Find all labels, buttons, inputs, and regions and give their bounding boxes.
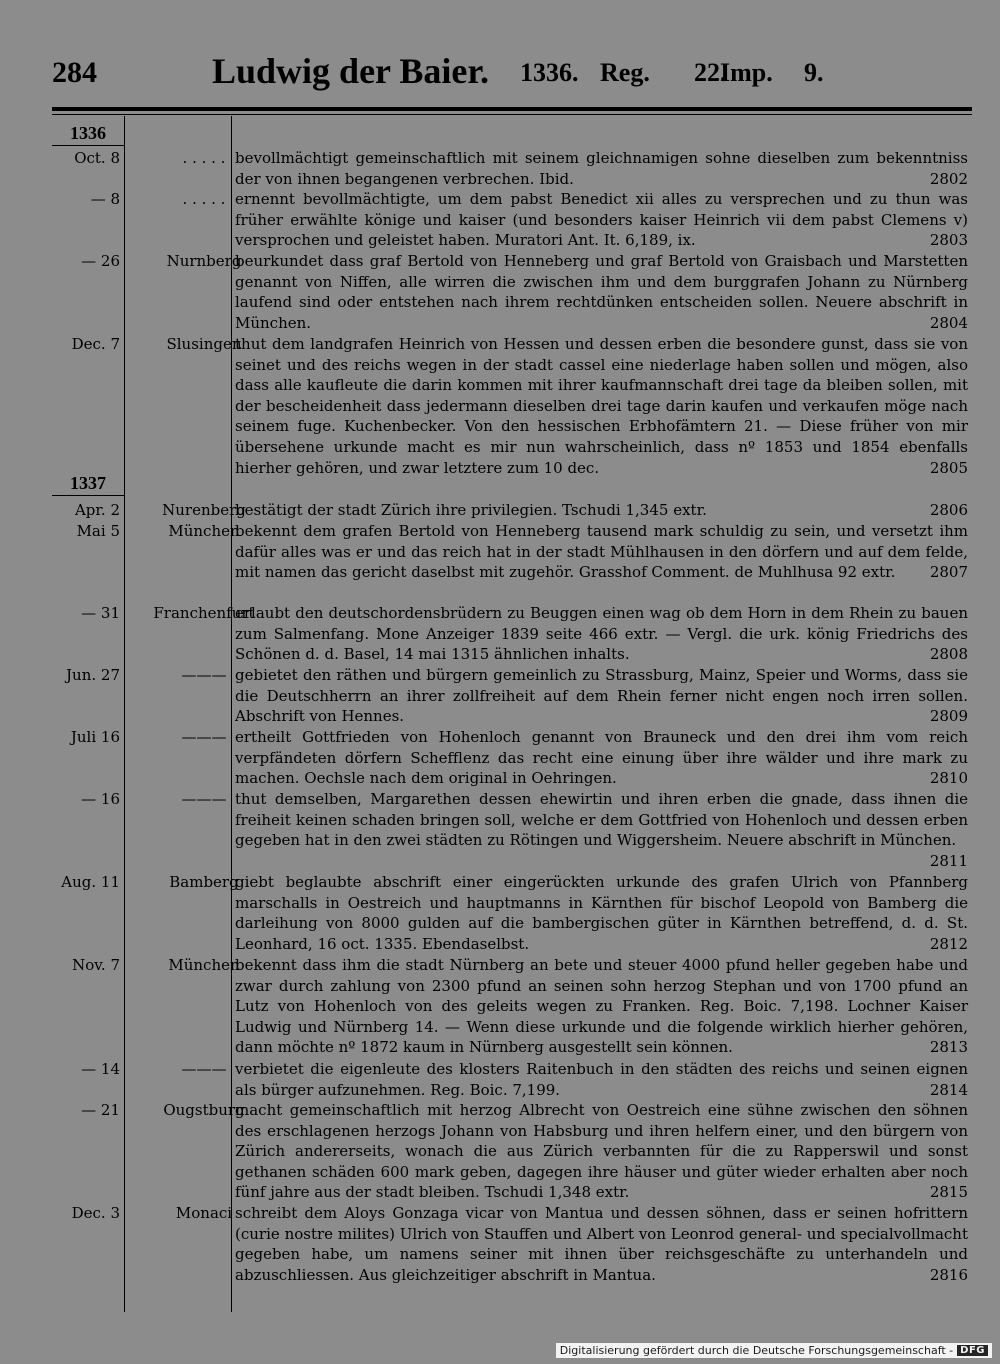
entry-text [235,872,968,954]
entry-body: bekennt dass ihm die stadt Nürnberg an bete und steuer 4000 pfund heller gegeben habe und zwar durch zahlung von 2300 pfund an seinen sohn herzog Stephan und von 1700 pfund an Lutz von Hohenloch von des geleits wegen zu Franken. Reg. Boic. 7,198. Lochner Kaiser Ludwig und Nürnberg 14. — Wenn diese urkunde und die folgende wirklich hierher gehören, dann möchte nº 1872 kaum in Nürnberg ausgestellt sein können. [235,956,968,1057]
page-title: Ludwig der Baier. [212,51,490,91]
entry-number: 2809 [929,707,968,726]
entry-date: — 31 [81,604,120,622]
entry-text [235,1100,968,1203]
entry-number: 2815 [929,1183,968,1202]
entry-place: ——— [181,1060,227,1078]
entry-place: ——— [181,666,227,684]
header-reg-label: Reg. [600,58,650,87]
header-reg-number: 22. [694,58,727,87]
entry-date: — 16 [81,790,120,808]
entry-text [235,665,968,727]
footer-text: Digitalisierung gefördert durch die Deutsche Forschungsgemeinschaft - [559,1344,954,1357]
entry-number: 2803 [929,231,968,250]
entry-number: 2810 [929,769,968,788]
entry-body: thut dem landgrafen Heinrich von Hessen und dessen erben die besondere gunst, dass sie von seinet und des reichs wegen in der stadt cassel eine niederlage haben sollen und mögen, also dass alle kaufleute die darin kommen mit ihrer kaufmannschaft drei tage da bleiben sollen, mit der bescheidenheit dass jedermann dieselben drei tage darin kaufen und verkaufen möge nach seinem fuge. Kuchenbecker. Von den hessischen Erbhofämtern 21. — Diese früher von mir übersehene urkunde macht es mir nun wahrscheinlich, dass nº 1853 und 1854 ebenfalls hierher gehören, und zwar letztere zum 10 dec. [235,335,968,477]
entry-date: Dec. 3 [71,1204,120,1222]
entry-text [235,148,968,189]
entry-date: Jun. 27 [66,666,120,684]
entry-body: gebietet den räthen und bürgern gemeinlich zu Strassburg, Mainz, Speier und Worms, dass sie die Deutschherrn an ihrer zollfreiheit auf dem Rhein ferner nicht engen noch irren sollen. Abschrift von Hennes. [235,666,968,726]
entry-number: 2807 [929,563,968,582]
entry-place: Franchenfurt [153,604,255,622]
entry-date: Juli 16 [70,728,120,746]
entry-date: Mai 5 [76,522,120,540]
entry-text [235,251,968,333]
entry-number: 2806 [929,501,968,519]
entry-date: Apr. 2 [74,501,120,519]
entry-number: 2813 [929,1038,968,1057]
header-rule [52,107,972,111]
entry-place: Ougstburg [163,1101,245,1119]
entry-number: 2802 [929,169,968,188]
column-divider-date [124,116,125,1312]
entry-text [235,500,968,521]
digitization-footer [556,1343,992,1358]
entry-text [235,1059,968,1100]
entry-date: — 21 [81,1101,120,1119]
entry-text [235,1203,968,1285]
header-imp-label: Imp. [720,58,773,87]
entry-number: 2805 [929,458,968,477]
entry-body: verbietet die eigenleute des klosters Raitenbuch in den städten des reichs und seinen eignen als bürger aufzunehmen. Reg. Boic. 7,199. [235,1060,968,1099]
entry-body: giebt beglaubte abschrift einer eingerückten urkunde des grafen Ulrich von Pfannberg marschalls in Oestreich und hauptmanns in Kärnthen für bischof Leopold von Bamberg die darleihung von 8000 gulden auf die bambergischen güter in Kärnthen betreffend, d. d. St. Leonhard, 16 oct. 1335. Ebendaselbst. [235,873,968,953]
header-imp-number: 9. [804,58,824,87]
entry-body: erlaubt den deutschordensbrüdern zu Beuggen einen wag ob dem Horn in dem Rhein zu bauen zum Salmenfang. Mone Anzeiger 1839 seite 466 extr. — Vergl. die urk. könig Friedrichs des Schönen d. d. Basel, 14 mai 1315 ähnlichen inhalts. [235,604,968,664]
entry-date: Nov. 7 [72,956,120,974]
entry-number: 2812 [929,934,968,953]
entry-date: Aug. 11 [61,873,120,891]
entry-place: . . . . . [182,149,226,167]
entry-text [235,603,968,665]
entry-date: Dec. 7 [71,335,120,353]
entry-text [235,521,968,583]
entry-place: Nurenberg [162,501,246,519]
entry-body: bevollmächtigt gemeinschaftlich mit seinem gleichnamigen sohne dieselben zum bekenntniss der von ihnen begangenen verbrechen. Ibid. [235,149,968,188]
entry-place: Monaci [175,1204,233,1222]
entry-place: Nurnberg [166,252,242,270]
entry-text [235,334,968,478]
entry-body: thut demselben, Margarethen dessen ehewirtin und ihren erben die gnade, dass ihnen die freiheit keinen schaden bringen soll, welche er dem Gottfried von Hohenloch und dessen erben gegeben hat in den zwei städten zu Rötingen und Wiggersheim. Neuere abschrift in München. [235,790,968,850]
entry-body: bekennt dem grafen Bertold von Henneberg tausend mark schuldig zu sein, und versetzt ihm dafür alles was er und das reich hat in der stadt Mühlhausen in den dörfern und auf dem felde, mit namen das gericht daselbst mit zugehör. Grasshof Comment. de Muhlhusa 92 extr. [235,522,968,582]
year-heading: 1337 [52,471,124,496]
column-divider-place [231,116,232,1312]
entry-date: — 26 [81,252,120,270]
entry-date: — 14 [81,1060,120,1078]
running-header [52,50,972,96]
entry-body: beurkundet dass graf Bertold von Henneberg und graf Bertold von Graisbach und Marstetten genannt von Niffen, alle wirren die zwischen ihm und dem burggrafen Johann zu Nürnberg laufend sind oder entstehen nach ihrem rechtdünken entscheiden sollen. Neuere abschrift in München. [235,252,968,332]
dfg-logo-icon: DFG [957,1345,988,1356]
entry-place: . . . . . [182,190,226,208]
header-year: 1336. [520,58,579,87]
entry-place: ——— [181,728,227,746]
entry-text [235,789,968,871]
year-heading: 1336 [52,121,124,146]
entry-place: Bamberg [169,873,239,891]
entry-body: schreibt dem Aloys Gonzaga vicar von Mantua und dessen söhnen, dass er seinen hofrittern (curie nostre milites) Ulrich von Stauffen und Albert von Leonrod general- und specialvollmacht gegeben habe, um namens seiner mit ihnen über reichsgeschäfte zu unterhandeln und abzuschliessen. Aus gleichzeitiger abschrift in Mantua. [235,1204,968,1284]
header-rule-thin [52,114,972,115]
page-number: 284 [52,56,97,89]
entry-body: ernennt bevollmächtigte, um dem pabst Benedict xii alles zu versprechen und zu thun was früher erwählte könige und kaiser (und besonders kaiser Heinrich vii dem pabst Clemens v) versprochen und geleistet haben. Muratori Ant. It. 6,189, ix. [235,190,968,250]
entry-body: ertheilt Gottfrieden von Hohenloch genannt von Brauneck und den drei ihm vom reich verpfändeten dörfern Schefflenz das recht eine einung über ihre wälder und ihre mark zu machen. Oechsle nach dem original in Oehringen. [235,728,968,788]
entry-date: Oct. 8 [74,149,120,167]
entry-place: München [168,956,240,974]
entry-body: macht gemeinschaftlich mit herzog Albrecht von Oestreich eine sühne zwischen den söhnen des erschlagenen herzogs Johann von Habsburg und ihren helfern einer, und den bürgern von Zürich andererseits, wonach die aus Zürich verbannten für die zu Rapperswil und sonst gethanen schäden 600 mark geben, dagegen ihre häuser und güter wieder erhalten aber noch fünf jahre aus der stadt bleiben. Tschudi 1,348 extr. [235,1101,968,1202]
entry-place: Slusingen [166,335,242,353]
entry-place: München [168,522,240,540]
entry-text [235,189,968,251]
entry-body: bestätigt der stadt Zürich ihre privilegien. Tschudi 1,345 extr. [235,501,707,519]
entry-text [235,955,968,1058]
entry-number: 2814 [929,1080,968,1099]
entry-number: 2808 [929,645,968,664]
entry-place: ——— [181,790,227,808]
entry-date: — 8 [90,190,120,208]
entry-number: 2816 [929,1265,968,1284]
entry-number: 2811 [929,851,968,870]
entry-text [235,727,968,789]
entry-number: 2804 [929,313,968,332]
